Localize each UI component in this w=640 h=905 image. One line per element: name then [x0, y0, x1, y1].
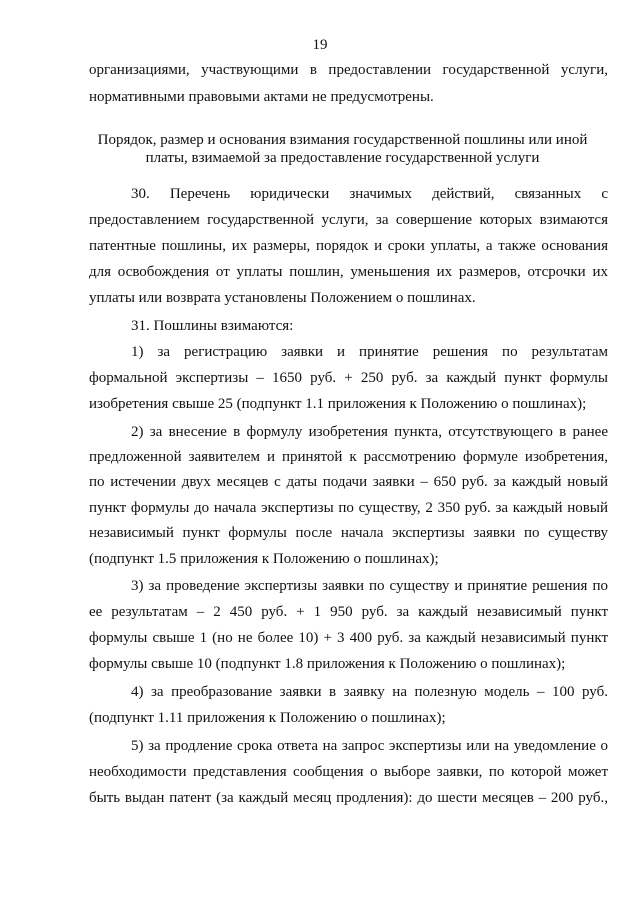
- paragraph-30-line: уплаты или возврата установлены Положением о пошлинах.: [89, 290, 476, 306]
- list-item-5-line: быть выдан патент (за каждый месяц продления): до шести месяцев – 200 руб.,: [89, 790, 608, 806]
- list-item-2-line: (подпункт 1.5 приложения к Положению о пошлинах);: [89, 551, 439, 567]
- paragraph-30-line: предоставлением государственной услуги, за совершение которых взимаются: [89, 212, 608, 228]
- list-item-3-line: формулы свыше 10 (подпункт 1.8 приложения к Положению о пошлинах);: [89, 656, 566, 672]
- list-item-2-line: независимый пункт формулы после начала экспертизы заявки по существу: [89, 525, 608, 541]
- list-item-1-line: формальной экспертизы – 1650 руб. + 250 руб. за каждый пункт формулы: [89, 370, 608, 386]
- paragraph-30-line: патентные пошлины, их размеры, порядок и сроки уплаты, а также основания: [89, 238, 608, 254]
- list-item-3-line: формулы свыше 1 (но не более 10) + 3 400 руб. за каждый независимый пункт: [89, 630, 608, 646]
- paragraph-30-line: для освобождения от уплаты пошлин, уменьшения их размеров, отсрочки их: [89, 264, 608, 280]
- list-item-5-line: необходимости представления сообщения о выборе заявки, по которой может: [89, 764, 608, 780]
- list-item-1-line: изобретения свыше 25 (подпункт 1.1 приложения к Положению о пошлинах);: [89, 396, 587, 412]
- list-item-1-line: 1) за регистрацию заявки и принятие решения по результатам: [131, 344, 608, 360]
- paragraph-30-line: 30. Перечень юридически значимых действий, связанных с: [131, 186, 608, 202]
- text-line: нормативными правовыми актами не предусмотрены.: [89, 89, 434, 105]
- list-item-5-line: 5) за продление срока ответа на запрос экспертизы или на уведомление о: [131, 738, 608, 754]
- list-item-2-line: 2) за внесение в формулу изобретения пункта, отсутствующего в ранее: [131, 424, 608, 440]
- page-number: 19: [312, 37, 328, 53]
- list-item-3-line: 3) за проведение экспертизы заявки по существу и принятие решения по: [131, 578, 608, 594]
- list-item-3-line: ее результатам – 2 450 руб. + 1 950 руб. за каждый независимый пункт: [89, 604, 608, 620]
- section-heading: Порядок, размер и основания взимания государственной пошлины или иной: [97, 132, 588, 148]
- section-heading: платы, взимаемой за предоставление государственной услуги: [145, 150, 540, 166]
- text-line: организациями, участвующими в предоставлении государственной услуги,: [89, 62, 608, 78]
- list-item-4-line: 4) за преобразование заявки в заявку на полезную модель – 100 руб.: [131, 684, 608, 700]
- list-item-2-line: по истечении двух месяцев с даты подачи заявки – 650 руб. за каждый новый: [89, 474, 608, 490]
- list-item-2-line: предложенной заявителем и принятой к рассмотрению формуле изобретения,: [89, 449, 608, 465]
- list-item-2-line: пункт формулы до начала экспертизы по существу, 2 350 руб. за каждый новый: [89, 500, 608, 516]
- list-item-4-line: (подпункт 1.11 приложения к Положению о пошлинах);: [89, 710, 446, 726]
- paragraph-31-line: 31. Пошлины взимаются:: [131, 318, 294, 334]
